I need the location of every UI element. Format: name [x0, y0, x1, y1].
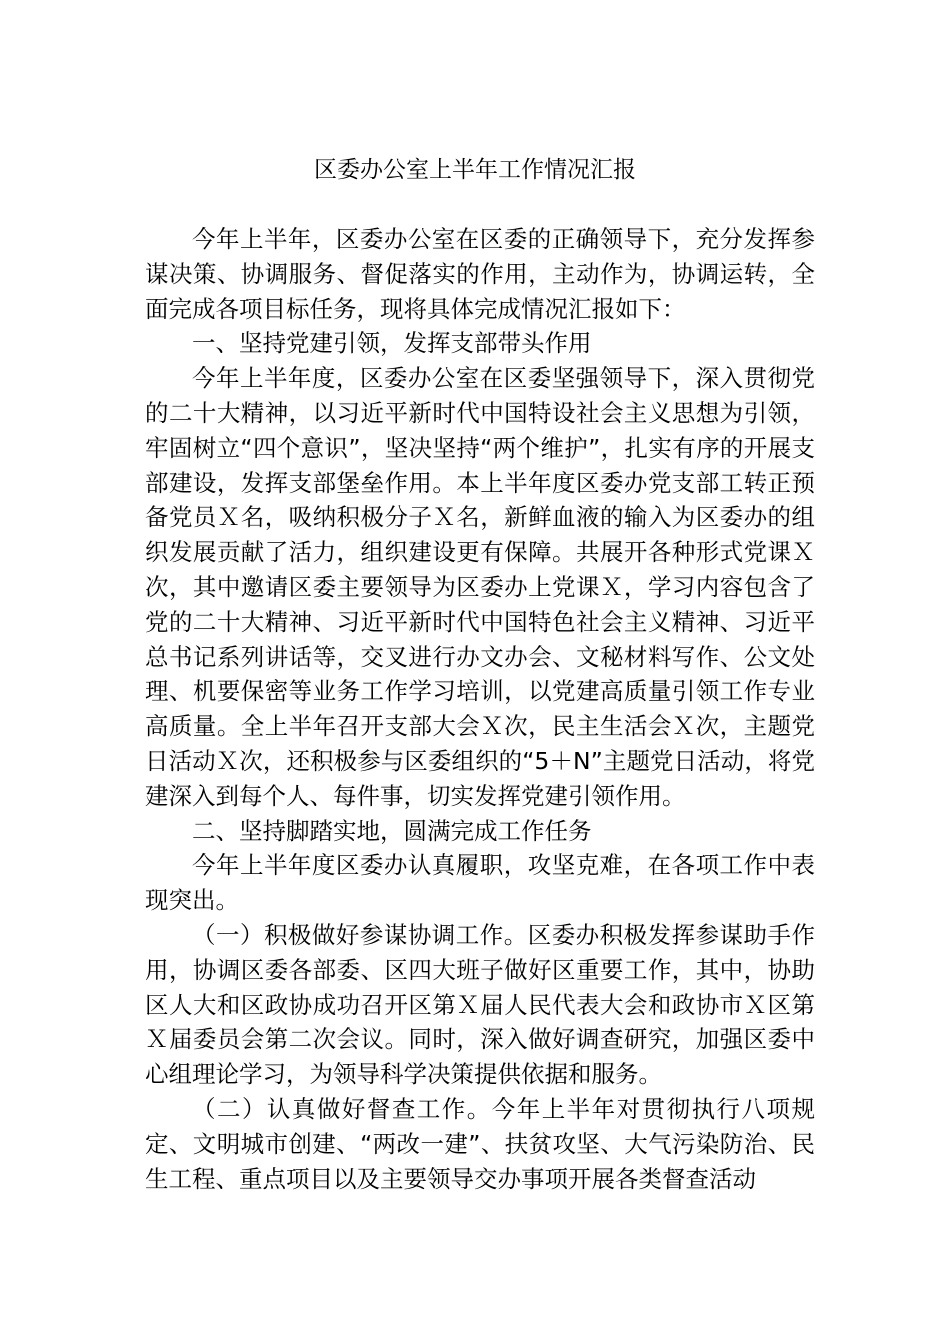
document-body — [145, 222, 815, 1196]
section-heading-2: 二、坚持脚踏实地，圆满完成工作任务 — [192, 816, 592, 845]
subsection-2-paragraph: （二）认真做好督查工作。今年上半年对贯彻执行八项规定、文明城市创建、“两改一建”、扶贫攻坚、大气污染防治、民生工程、重点项目以及主要领导交办事项开展各类督查活动 — [145, 1094, 815, 1193]
intro-paragraph: 今年上半年，区委办公室在区委的正确领导下，充分发挥参谋决策、协调服务、督促落实的作用，主动作为，协调运转，全面完成各项目标任务，现将具体完成情况汇报如下： — [145, 225, 815, 323]
document-title: 区委办公室上半年工作情况汇报 — [314, 157, 636, 183]
section-heading-1: 一、坚持党建引领，发挥支部带头作用 — [192, 329, 592, 358]
subsection-1-paragraph: （一）积极做好参谋协调工作。区委办积极发挥参谋助手作用，协调区委各部委、区四大班子做好区重要工作，其中，协助区人大和区政协成功召开区第Ｘ届人民代表大会和政协市Ｘ区第Ｘ届委员会第二次会议。同时，深入做好调查研究，加强区委中心组理论学习，为领导科学决策提供依据和服务。 — [145, 920, 815, 1089]
section-2-intro-paragraph: 今年上半年度区委办认真履职，攻坚克难，在各项工作中表现突出。 — [145, 851, 815, 915]
section-1-paragraph: 今年上半年度，区委办公室在区委坚强领导下，深入贯彻党的二十大精神，以习近平新时代中国特设社会主义思想为引领，牢固树立“四个意识”，坚决坚持“两个维护”，扎实有序的开展支部建设，发挥支部堡垒作用。本上半年度区委办党支部工转正预备党员Ｘ名，吸纳积极分子Ｘ名，新鲜血液的输入为区委办的组织发展贡献了活力，组织建设更有保障。共展开各种形式党课Ｘ次，其中邀请区委主要领导为区委办上党课Ｘ，学习内容包含了党的二十大精神、习近平新时代中国特色社会主义精神、习近平总书记系列讲话等，交叉进行办文办会、文秘材料写作、公文处理、机要保密等业务工作学习培训，以党建高质量引领工作专业高质量。全上半年召开支部大会Ｘ次，民主生活会Ｘ次，主题党日活动Ｘ次，还积极参与区委组织的“5＋N”主题党日活动，将党建深入到每个人、每件事，切实发挥党建引领作用。 — [145, 364, 815, 810]
